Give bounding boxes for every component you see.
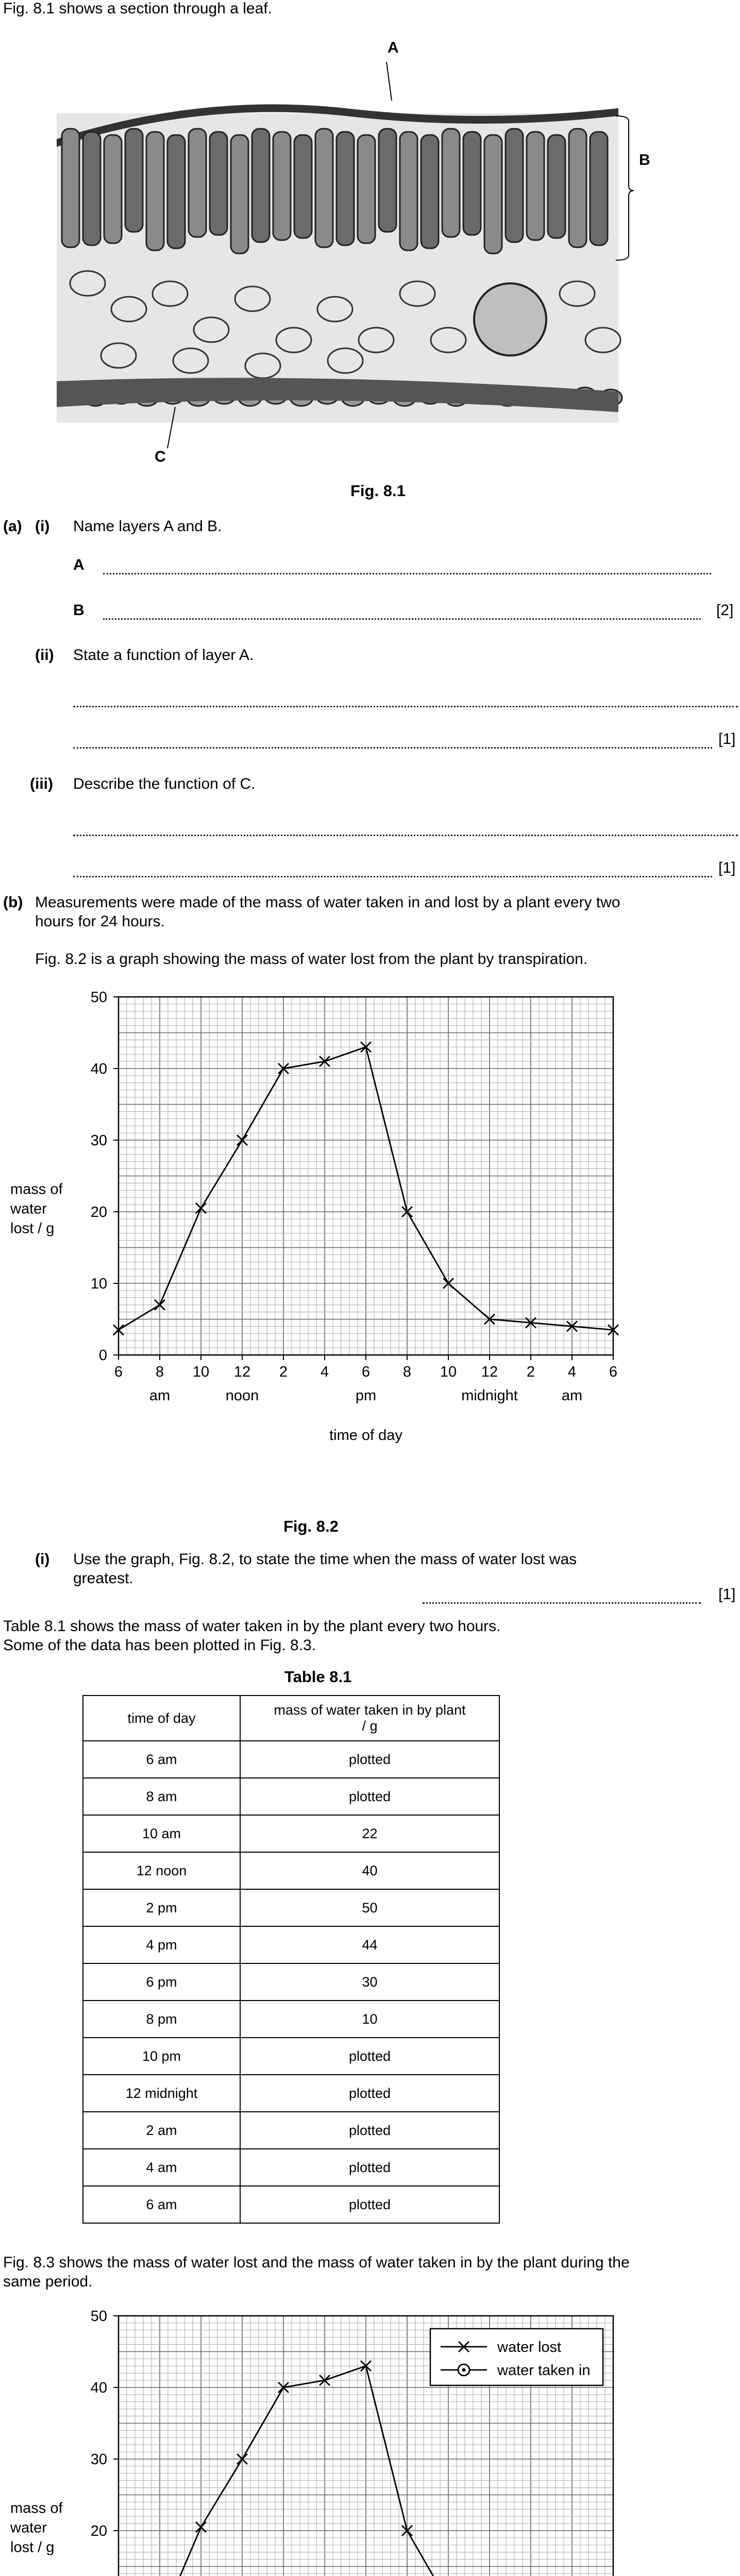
legend-label: water taken in	[497, 2362, 591, 2379]
legend-marker-dot	[462, 2368, 466, 2372]
x-period-label: midnight	[461, 1387, 518, 1404]
x-tick-label: 6	[114, 1364, 123, 1380]
y-axis-label: water	[10, 2519, 47, 2536]
qa-line-a-label: A	[73, 556, 85, 573]
time-cell: 10 pm	[83, 2038, 240, 2075]
q-i-line1: Use the graph, Fig. 8.2, to state the time when the mass of water lost was	[73, 1551, 577, 1568]
mass-cell: 30	[240, 1963, 499, 2001]
y-tick-label: 40	[90, 1061, 107, 1077]
mass-cell: plotted	[240, 2112, 499, 2149]
qa-text-i: Name layers A and B.	[73, 518, 222, 535]
marks-b-i: [1]	[718, 1586, 736, 1603]
table-8-1	[82, 1695, 500, 2224]
x-period-label: am	[561, 1387, 583, 1404]
palisade-cell	[527, 132, 544, 240]
mass-cell: plotted	[240, 1741, 499, 1778]
qb-part: (b)	[3, 894, 23, 911]
qa-text-iii: Describe the function of C.	[73, 775, 256, 792]
x-tick-label: 2	[279, 1364, 288, 1380]
palisade-cell	[506, 129, 523, 242]
palisade-cell	[358, 135, 375, 243]
palisade-cell	[379, 129, 396, 232]
q-i-num: (i)	[35, 1551, 50, 1568]
y-tick-label: 20	[90, 2523, 107, 2539]
fig82-intro: Fig. 8.2 is a graph showing the mass of water lost from the plant by transpiration.	[35, 951, 588, 968]
time-cell: 2 am	[83, 2112, 240, 2149]
qa-part: (a)	[3, 518, 22, 535]
table-row	[83, 1852, 499, 1889]
marks-a-ii: [1]	[718, 731, 736, 748]
mass-cell: plotted	[240, 2038, 499, 2075]
y-axis-label: lost / g	[10, 1220, 55, 1237]
x-tick-label: 4	[567, 1364, 577, 1380]
x-tick-label: 6	[361, 1364, 371, 1380]
y-tick-label: 30	[90, 2451, 107, 2468]
x-period-label: noon	[225, 1387, 259, 1404]
x-tick-label: 12	[233, 1364, 251, 1380]
answer-line-a-ii-1[interactable]	[73, 706, 738, 707]
qa-num-iii: (iii)	[30, 775, 53, 792]
time-cell: 12 midnight	[83, 2075, 240, 2112]
palisade-cell	[569, 129, 586, 247]
palisade-cell	[337, 132, 354, 245]
qa-line-b-label: B	[73, 602, 85, 619]
table-row	[83, 2112, 499, 2149]
intro-text: Fig. 8.1 shows a section through a leaf.	[3, 0, 272, 17]
palisade-cell	[210, 132, 227, 235]
table-row	[83, 1741, 499, 1778]
y-tick-label: 40	[90, 2380, 107, 2396]
qa-num-i: (i)	[35, 518, 50, 535]
header-time: time of day	[83, 1696, 240, 1741]
palisade-cell	[548, 135, 565, 238]
y-axis-label: lost / g	[10, 2539, 55, 2556]
table-row	[83, 2038, 499, 2075]
time-cell: 4 pm	[83, 1926, 240, 1963]
time-cell: 10 am	[83, 1815, 240, 1852]
mass-cell: plotted	[240, 2186, 499, 2223]
header-mass	[240, 1696, 499, 1741]
x-period-label: pm	[355, 1387, 377, 1404]
header-mass-line2: / g	[362, 1718, 378, 1734]
x-tick-label: 8	[402, 1364, 412, 1380]
mass-cell: plotted	[240, 1778, 499, 1815]
fig83-intro-line2: same period.	[3, 2273, 93, 2290]
palisade-cell	[83, 132, 100, 245]
fig83-chart	[0, 2298, 740, 2576]
y-tick-label: 0	[98, 1347, 107, 1364]
table-row	[83, 2149, 499, 2186]
x-tick-label: 8	[155, 1364, 164, 1380]
fig82-chart	[0, 979, 740, 1484]
palisade-cell	[463, 132, 481, 235]
qb-line2: hours for 24 hours.	[35, 913, 165, 930]
marks-a-i: [2]	[716, 602, 734, 619]
time-cell: 8 am	[83, 1778, 240, 1815]
x-axis-label: time of day	[329, 1427, 402, 1444]
answer-line-a-ii-2[interactable]	[73, 747, 712, 749]
time-cell: 8 pm	[83, 2001, 240, 2038]
y-axis-label: mass of	[10, 1181, 63, 1198]
marks-a-iii: [1]	[718, 859, 736, 876]
palisade-cell	[421, 135, 439, 248]
label-a: A	[388, 39, 399, 56]
palisade-cell	[252, 129, 270, 242]
palisade-cell	[590, 132, 608, 245]
y-tick-label: 10	[90, 1276, 107, 1292]
palisade-cell	[104, 135, 122, 243]
y-axis-label: water	[10, 1200, 47, 1217]
fig82-caption: Fig. 8.2	[283, 1517, 339, 1535]
legend-label: water lost	[497, 2339, 562, 2355]
palisade-cell	[231, 135, 248, 253]
table-row	[83, 1889, 499, 1926]
table-row	[83, 2186, 499, 2223]
x-period-label: am	[149, 1387, 171, 1404]
time-cell: 4 am	[83, 2149, 240, 2186]
y-tick-label: 30	[90, 1132, 107, 1149]
table-row	[83, 1926, 499, 1963]
qa-num-ii: (ii)	[35, 647, 54, 664]
table-row	[83, 1963, 499, 2001]
qa-text-ii: State a function of layer A.	[73, 647, 254, 664]
table-row	[83, 1815, 499, 1852]
grid	[119, 997, 613, 1355]
mass-cell: 40	[240, 1852, 499, 1889]
fig83-intro-line1: Fig. 8.3 shows the mass of water lost and the mass of water taken in by the plant during the	[3, 2254, 630, 2271]
answer-line-b-i[interactable]	[423, 1602, 701, 1604]
answer-line-a[interactable]	[103, 573, 711, 574]
table-header-row	[83, 1696, 499, 1741]
palisade-cell	[189, 129, 206, 237]
q-i-line2: greatest.	[73, 1570, 133, 1587]
x-tick-label: 12	[481, 1364, 498, 1380]
time-cell: 6 pm	[83, 1963, 240, 2001]
x-tick-label: 10	[192, 1364, 210, 1380]
palisade-cell	[400, 132, 417, 250]
mass-cell: 22	[240, 1815, 499, 1852]
time-cell: 12 noon	[83, 1852, 240, 1889]
palisade-cell	[315, 129, 333, 247]
table-row	[83, 2001, 499, 2038]
palisade-cell	[146, 132, 164, 250]
palisade-cell	[62, 129, 79, 247]
qb-line1: Measurements were made of the mass of water taken in and lost by a plant every two	[35, 894, 620, 911]
table-row	[83, 1778, 499, 1815]
y-axis-label: mass of	[10, 2500, 63, 2517]
x-tick-label: 2	[526, 1364, 535, 1380]
mass-cell: 50	[240, 1889, 499, 1926]
y-tick-label: 50	[90, 989, 107, 1006]
answer-line-a-iii-2[interactable]	[73, 876, 712, 877]
y-tick-label: 20	[90, 1204, 107, 1221]
leaf-section-micrograph	[57, 52, 649, 453]
palisade-cell	[484, 135, 502, 253]
y-tick-label: 50	[90, 2308, 107, 2325]
mass-cell: plotted	[240, 2149, 499, 2186]
time-cell: 6 am	[83, 2186, 240, 2223]
table81-caption: Table 8.1	[284, 1668, 352, 1686]
answer-line-b[interactable]	[103, 618, 701, 620]
header-mass-line1: mass of water taken in by plant	[274, 1702, 466, 1718]
table-row	[83, 2075, 499, 2112]
palisade-cell	[294, 135, 312, 238]
answer-line-a-iii-1[interactable]	[73, 835, 738, 836]
table-intro-line2: Some of the data has been plotted in Fig. 8.3.	[3, 1637, 316, 1654]
palisade-cell	[442, 129, 460, 237]
x-tick-label: 6	[609, 1364, 618, 1380]
mass-cell: 44	[240, 1926, 499, 1963]
x-tick-label: 10	[440, 1364, 457, 1380]
mass-cell: 10	[240, 2001, 499, 2038]
palisade-cell	[125, 129, 143, 232]
mass-cell: plotted	[240, 2075, 499, 2112]
table-intro-line1: Table 8.1 shows the mass of water taken in by the plant every two hours.	[3, 1618, 501, 1635]
fig81-caption: Fig. 8.1	[350, 482, 406, 500]
label-c: C	[155, 448, 166, 465]
time-cell: 2 pm	[83, 1889, 240, 1926]
label-b: B	[639, 151, 650, 168]
x-tick-label: 4	[320, 1364, 329, 1380]
palisade-cell	[273, 132, 291, 240]
palisade-cell	[167, 135, 185, 248]
time-cell: 6 am	[83, 1741, 240, 1778]
